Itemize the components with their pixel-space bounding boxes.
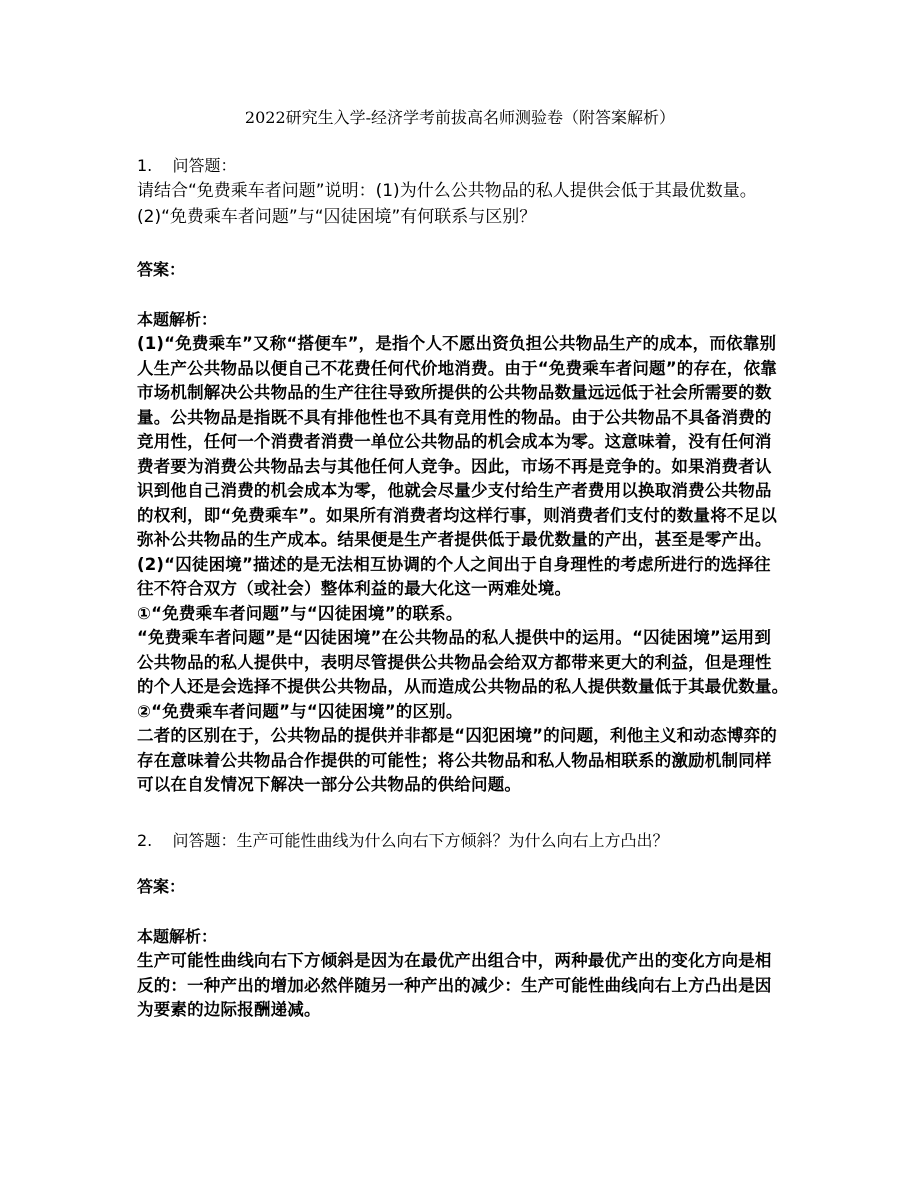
- question-type: 问答题：: [172, 831, 237, 850]
- question-2: [137, 829, 787, 1023]
- question-1: [137, 154, 797, 798]
- analysis-paragraph: 二者的区别在于，公共物品的提供并非都是“囚犯困境”的问题，利他主义和动态博弈的存在意味着公共物品合作提供的可能性；将公共物品和私人物品相联系的激励机制同样可以在自发情况下解决一部分公共物品的供给问题。: [137, 726, 777, 794]
- answer-label: 答案：: [137, 260, 186, 279]
- analysis-paragraph: ①“免费乘车者问题”与“囚徒困境”的联系。: [137, 603, 463, 623]
- analysis-paragraph: “免费乘车者问题”是“囚徒困境”在公共物品的私人提供中的运用。“囚徒困境”运用到公共物品的私人提供中，表明尽管提供公共物品会给双方都带来更大的利益，但是理性的个人还是会选择不提供公共物品，从而造成公共物品的私人提供数量低于其最优数量。 ②“免费乘车者问题”与“囚徒困境”的区别。: [137, 628, 797, 721]
- analysis-paragraph: 生产可能性曲线向右下方倾斜是因为在最优产出组合中，两种最优产出的变化方向是相反的：一种产出的增加必然伴随另一种产出的减少：生产可能性曲线向右上方凸出是因为要素的边际报酬递减。: [137, 951, 772, 1019]
- document-title: 2022研究生入学-经济学考前拔高名师测验卷（附答案解析）: [244, 108, 676, 127]
- answer-label: 答案：: [137, 877, 186, 896]
- analysis-body: [137, 332, 797, 798]
- question-text: 生产可能性曲线为什么向右下方倾斜？为什么向右上方凸出？: [236, 831, 669, 850]
- analysis-paragraph: (2)“囚徒困境”描述的是无法相互协调的个人之间出于自身理性的考虑所进行的选择往往不符合双方（或社会）整体利益的最大化这一两难处境。: [137, 554, 771, 598]
- question-number: 2.: [137, 831, 153, 850]
- question-number: 1.: [137, 156, 153, 175]
- analysis-label: 本题解析：: [137, 927, 218, 946]
- analysis-body: [137, 949, 787, 1023]
- analysis-label: 本题解析：: [137, 310, 218, 329]
- question-text: 请结合“免费乘车者问题”说明：(1)为什么公共物品的私人提供会低于其最优数量。(2)“免费乘车者问题”与“囚徒困境”有何联系与区别？: [137, 181, 757, 227]
- question-header: [137, 829, 787, 853]
- question-header: [137, 154, 787, 178]
- analysis-paragraph: (1)“免费乘车”又称“搭便车”，是指个人不愿出资负担公共物品生产的成本，而依靠别人生产公共物品以便自己不花费任何代价地消费。由于“免费乘车者问题”的存在，依靠市场机制解决公共物品的生产往往导致所提供的公共物品数量远远低于社会所需要的数量。公共物品是指既不具有排他性也不具有竞用性的物品。由于公共物品不具备消费的竞用性，任何一个消费者消费一单位公共物品的机会成本为零。这意味着，没有任何消费者要为消费公共物品去与其他任何人竞争。因此，市场不再是竞争的。如果消费者认识到他自己消费的机会成本为零，他就会尽量少支付给生产者费用以换取消费公共物品的权利，即“免费乘车”。如果所有消费者均这样行事，则消费者们支付的数量将不足以弥补公共物品的生产成本。结果便是生产者提供低于最优数量的产出，甚至是零产出。: [137, 334, 777, 549]
- question-type: 问答题：: [172, 156, 237, 175]
